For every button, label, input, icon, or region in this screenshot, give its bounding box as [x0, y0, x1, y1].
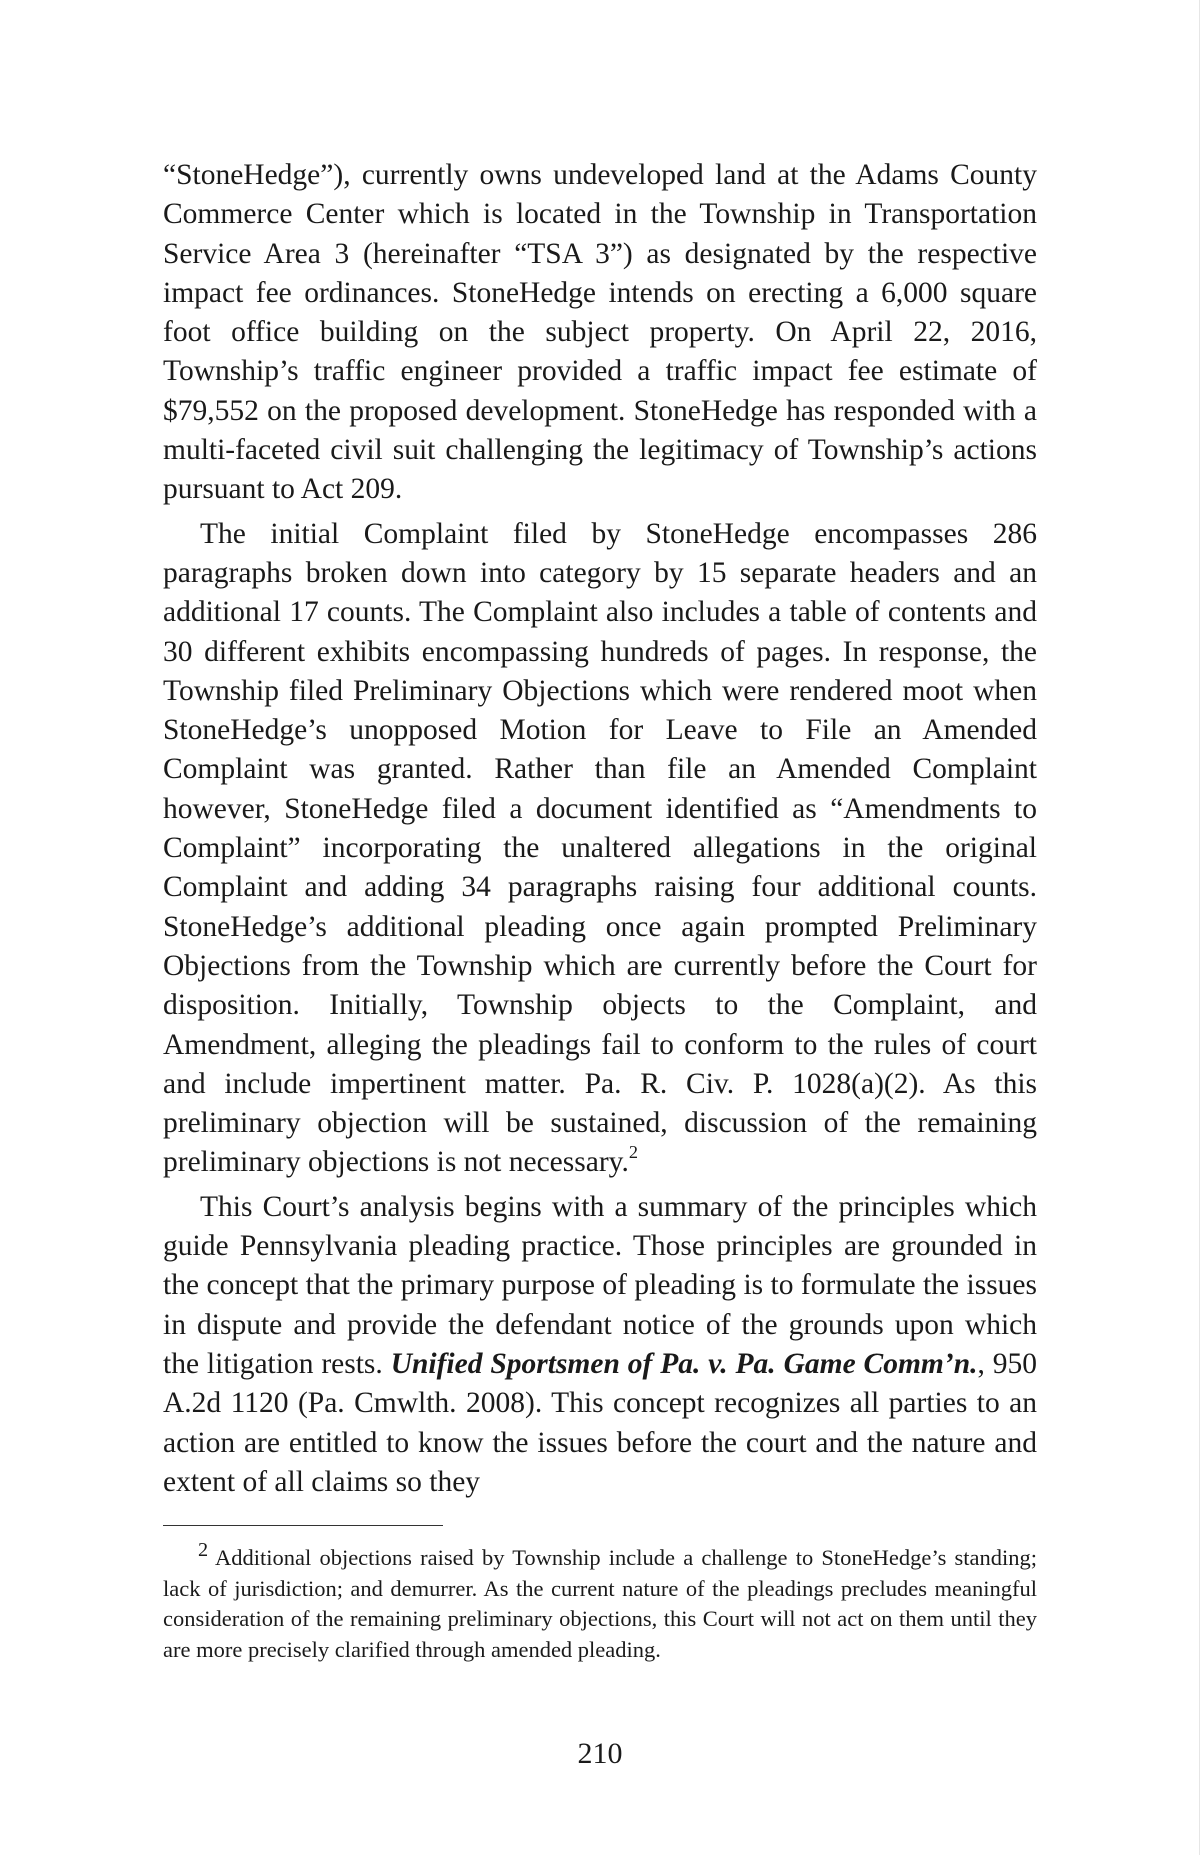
page-number: 210	[577, 1737, 623, 1770]
paragraph-1-text: “StoneHedge”), currently owns undeveloped land at the Adams County Commerce Center which is located in the Township in Transportation Service Area 3 (hereinafter “TSA 3”) as designated by the respective impact fee ordinances. StoneHedge intends on erecting a 6,000 square foot office building on the subject property. On April 22, 2016, Township’s traffic engineer provided a traffic impact fee estimate of $79,552 on the proposed development. StoneHedge has responded with a multi-faceted civil suit challenging the legitimacy of Township’s actions pursuant to Act 209.	[163, 159, 1037, 506]
body-text	[163, 156, 1037, 1507]
paragraph-continued	[163, 156, 1037, 510]
paragraph-analysis	[163, 1188, 1037, 1502]
footnote-divider	[163, 1525, 443, 1526]
paragraph-complaint	[163, 515, 1037, 1183]
case-citation-name: Unified Sportsmen of Pa. v. Pa. Game Comm’n.	[390, 1347, 978, 1380]
footnote	[163, 1538, 1037, 1665]
paragraph-3-text-after: , 950 A.2d 1120 (Pa. Cmwlth. 2008). This concept recognizes all parties to an action are entitled to know the issues before the court and the nature and extent of all claims so they	[163, 1347, 1038, 1498]
paragraph-2-text: The initial Complaint filed by StoneHedge encompasses 286 paragraphs broken down into category by 15 separate headers and an additional 17 counts. The Complaint also includes a table of contents and 30 different exhibits encompassing hundreds of pages. In response, the Township filed Preliminary Objections which were rendered moot when StoneHedge’s unopposed Motion for Leave to File an Amended Complaint was granted. Rather than file an Amended Complaint however, StoneHedge filed a document identified as “Amendments to Complaint” incorporating the unaltered allegations in the original Complaint and adding 34 paragraphs raising four additional counts. StoneHedge’s additional pleading once again prompted Preliminary Objections from the Township which are currently before the Court for disposition. Initially, Township objects to the Complaint, and Amendment, alleging the pleadings fail to conform to the rules of court and include impertinent matter. Pa. R. Civ. P. 1028(a)(2). As this preliminary objection will be sustained, discussion of the remaining preliminary objections is not necessary.	[163, 517, 1037, 1179]
footnote-marker: 2	[198, 1538, 209, 1561]
footnote-text: Additional objections raised by Township include a challenge to StoneHedge’s standing; lack of jurisdiction; and demurrer. As the current nature of the pleadings precludes meaningful consideration of the remaining preliminary objections, this Court will not act on them until they are more precisely clarified through amended pleading.	[163, 1545, 1037, 1662]
paragraph-3-text-before: This Court’s analysis begins with a summary of the principles which guide Pennsylvania pleading practice. Those principles are grounded in the concept that the primary purpose of pleading is to formulate the issues in dispute and provide the defendant notice of the grounds upon which the litigation rests.	[163, 1190, 1037, 1380]
footnote-reference[interactable]: 2	[628, 1141, 639, 1162]
